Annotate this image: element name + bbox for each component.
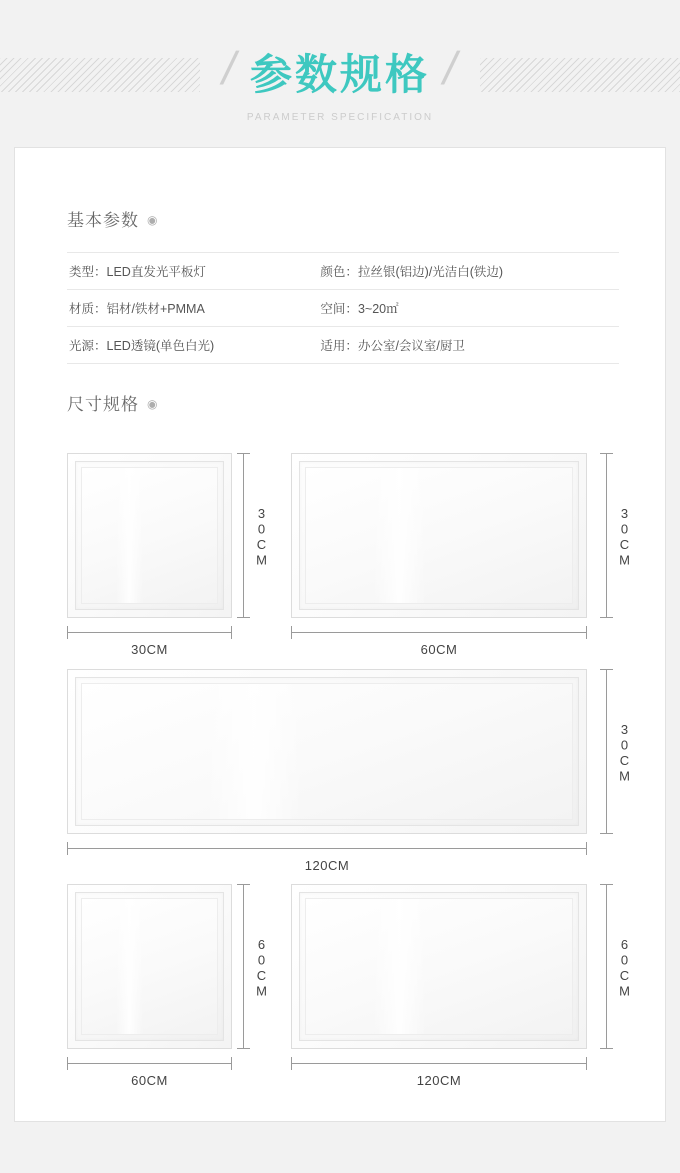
panel-60x30 — [291, 453, 587, 618]
spec-table — [67, 252, 619, 364]
spec-value: 3~20㎡ — [357, 302, 399, 316]
spec-value: LED直发光平板灯 — [106, 265, 206, 279]
spec-value: 办公室/会议室/厨卫 — [357, 339, 465, 353]
spec-cell-right — [298, 290, 619, 327]
dimension-label-height: 60CM — [617, 937, 632, 999]
dimension-label-height: 60CM — [254, 937, 269, 999]
section-title-basic — [67, 206, 158, 231]
table-row — [67, 327, 619, 364]
title-slash-left: / — [217, 42, 242, 94]
panel-glow — [373, 899, 426, 1034]
panel-glow — [116, 468, 143, 603]
dimension-label-width: 30CM — [131, 642, 168, 657]
panel-glow — [205, 684, 303, 819]
spec-label: 材质： — [69, 302, 107, 316]
panel-inner — [305, 467, 573, 604]
dimension-ruler-h — [67, 626, 232, 640]
panel-inner — [305, 898, 573, 1035]
spec-label: 适用： — [320, 339, 358, 353]
panel-120x30 — [67, 669, 587, 834]
spec-value: 拉丝银(铝边)/光洁白(铁边) — [357, 265, 504, 279]
table-row — [67, 290, 619, 327]
spec-cell-left — [67, 327, 298, 364]
spec-card — [14, 147, 666, 1122]
title-wrap — [0, 42, 680, 102]
page-subtitle: PARAMETER SPECIFICATION — [246, 112, 434, 123]
dimension-ruler-v — [600, 669, 614, 834]
title-slash-right: / — [438, 42, 463, 94]
dimension-label-width: 60CM — [420, 642, 458, 657]
dimension-ruler-v — [600, 884, 614, 1049]
dimension-ruler-h — [67, 1057, 232, 1071]
panel-30x30 — [67, 453, 232, 618]
page-title: 参数规格 — [249, 50, 430, 99]
page-header — [0, 0, 680, 140]
chevron-down-icon-basic: ◉ — [147, 213, 159, 227]
panel-60x60 — [67, 884, 232, 1049]
panel-glow — [373, 468, 426, 603]
panel-inner — [81, 683, 573, 820]
section-label-size: 尺寸规格 — [67, 395, 139, 414]
spec-cell-right — [298, 327, 619, 364]
spec-label: 类型： — [69, 265, 107, 279]
spec-label: 光源： — [69, 339, 107, 353]
panel-inner — [81, 898, 218, 1035]
chevron-down-icon-size: ◉ — [147, 397, 159, 411]
spec-value: 铝材/铁材+PMMA — [106, 302, 205, 316]
dimension-label-height: 30CM — [617, 722, 632, 784]
section-title-size — [67, 390, 158, 415]
dimension-ruler-h — [67, 842, 587, 856]
dimension-ruler-h — [291, 626, 587, 640]
spec-label: 空间： — [320, 302, 358, 316]
spec-cell-right — [298, 253, 619, 290]
section-label-basic: 基本参数 — [67, 211, 139, 230]
dimension-ruler-h — [291, 1057, 587, 1071]
dimension-label-height: 30CM — [617, 506, 632, 568]
panel-inner — [81, 467, 218, 604]
spec-cell-left — [67, 290, 298, 327]
dimension-ruler-v — [600, 453, 614, 618]
dimension-ruler-v — [237, 453, 251, 618]
dimension-label-width: 120CM — [416, 1073, 462, 1088]
spec-value: LED透镜(单色白光) — [106, 339, 215, 353]
dimension-label-width: 120CM — [304, 858, 350, 873]
dimension-ruler-v — [237, 884, 251, 1049]
spec-label: 颜色： — [320, 265, 358, 279]
panel-glow — [116, 899, 143, 1034]
table-row — [67, 253, 619, 290]
dimension-label-height: 30CM — [254, 506, 269, 568]
spec-cell-left — [67, 253, 298, 290]
panel-120x60 — [291, 884, 587, 1049]
dimension-label-width: 60CM — [131, 1073, 168, 1088]
